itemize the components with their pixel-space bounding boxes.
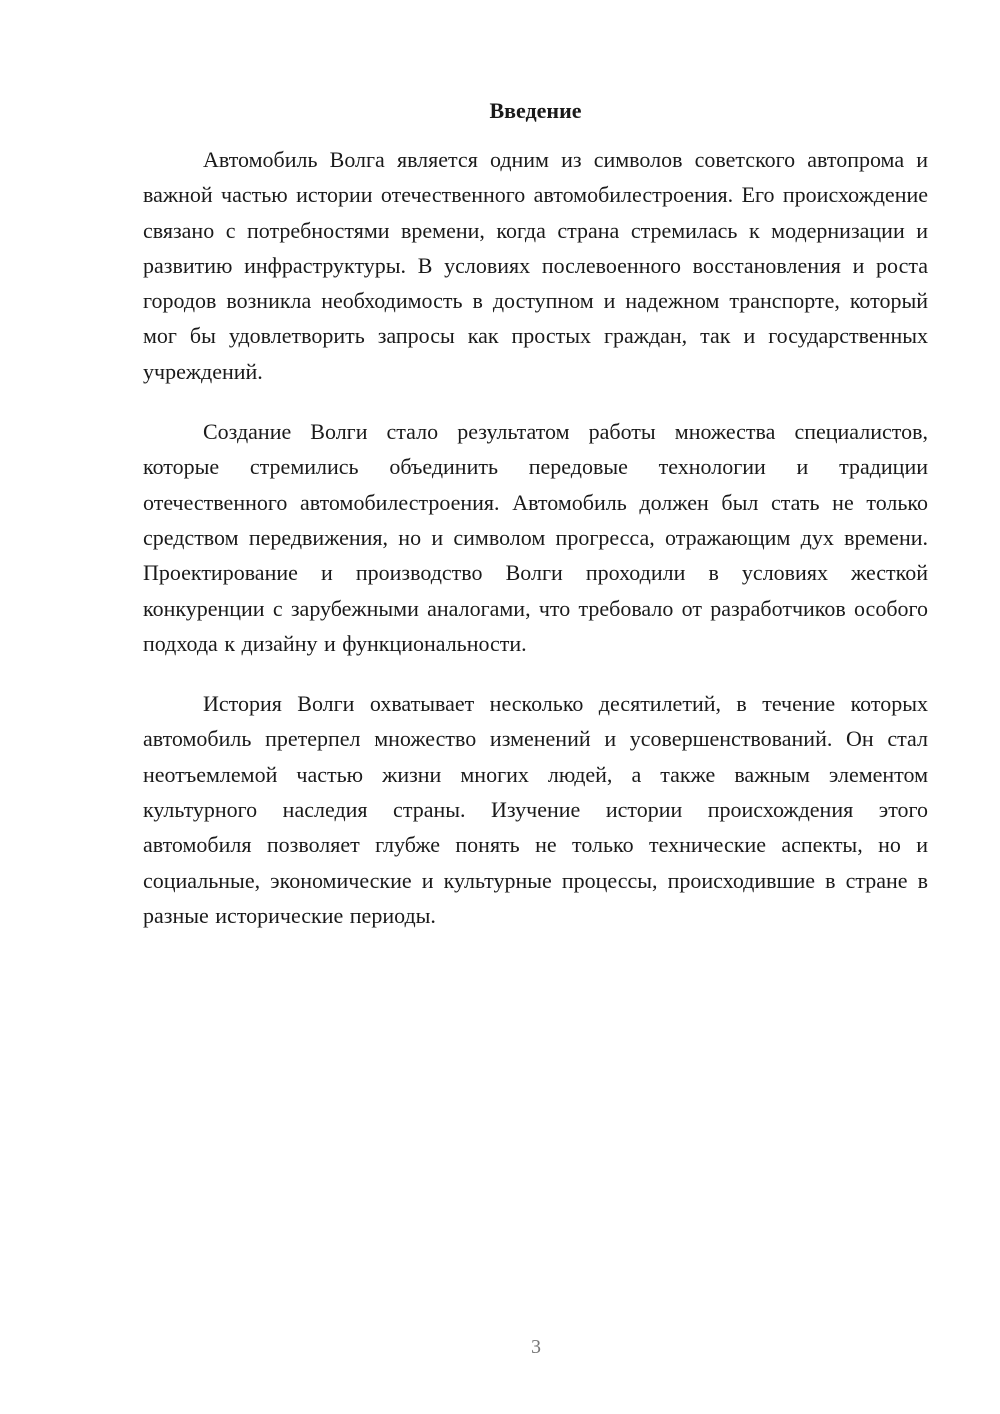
section-heading: Введение	[489, 98, 582, 123]
page-number: 3	[531, 1336, 541, 1358]
paragraph-1: Автомобиль Волга является одним из символов советского автопрома и важной частью истории отечественного автомобилестроения. Его происхождение связано с потребностями времени, когда страна стремилась к модернизации и развитию инфраструктуры. В условиях послевоенного восстановления и роста городов возникла необходимость в доступном и надежном транспорте, который мог бы удовлетворить запросы как простых граждан, так и государственных учреждений.	[143, 147, 928, 384]
paragraph-3: История Волги охватывает несколько десятилетий, в течение которых автомобиль претерпел множество изменений и усовершенствований. Он стал неотъемлемой частью жизни многих людей, а также важным элементом культурного наследия страны. Изучение истории происхождения этого автомобиля позволяет глубже понять не только технические аспекты, но и социальные, экономические и культурные процессы, происходившие в стране в разные исторические периоды.	[143, 691, 928, 928]
body-text	[143, 142, 928, 958]
paragraph-2: Создание Волги стало результатом работы множества специалистов, которые стремились объединить передовые технологии и традиции отечественного автомобилестроения. Автомобиль должен был стать не только средством передвижения, но и символом прогресса, отражающим дух времени. Проектирование и производство Волги проходили в условиях жесткой конкуренции с зарубежными аналогами, что требовало от разработчиков особого подхода к дизайну и функциональности.	[143, 419, 928, 656]
